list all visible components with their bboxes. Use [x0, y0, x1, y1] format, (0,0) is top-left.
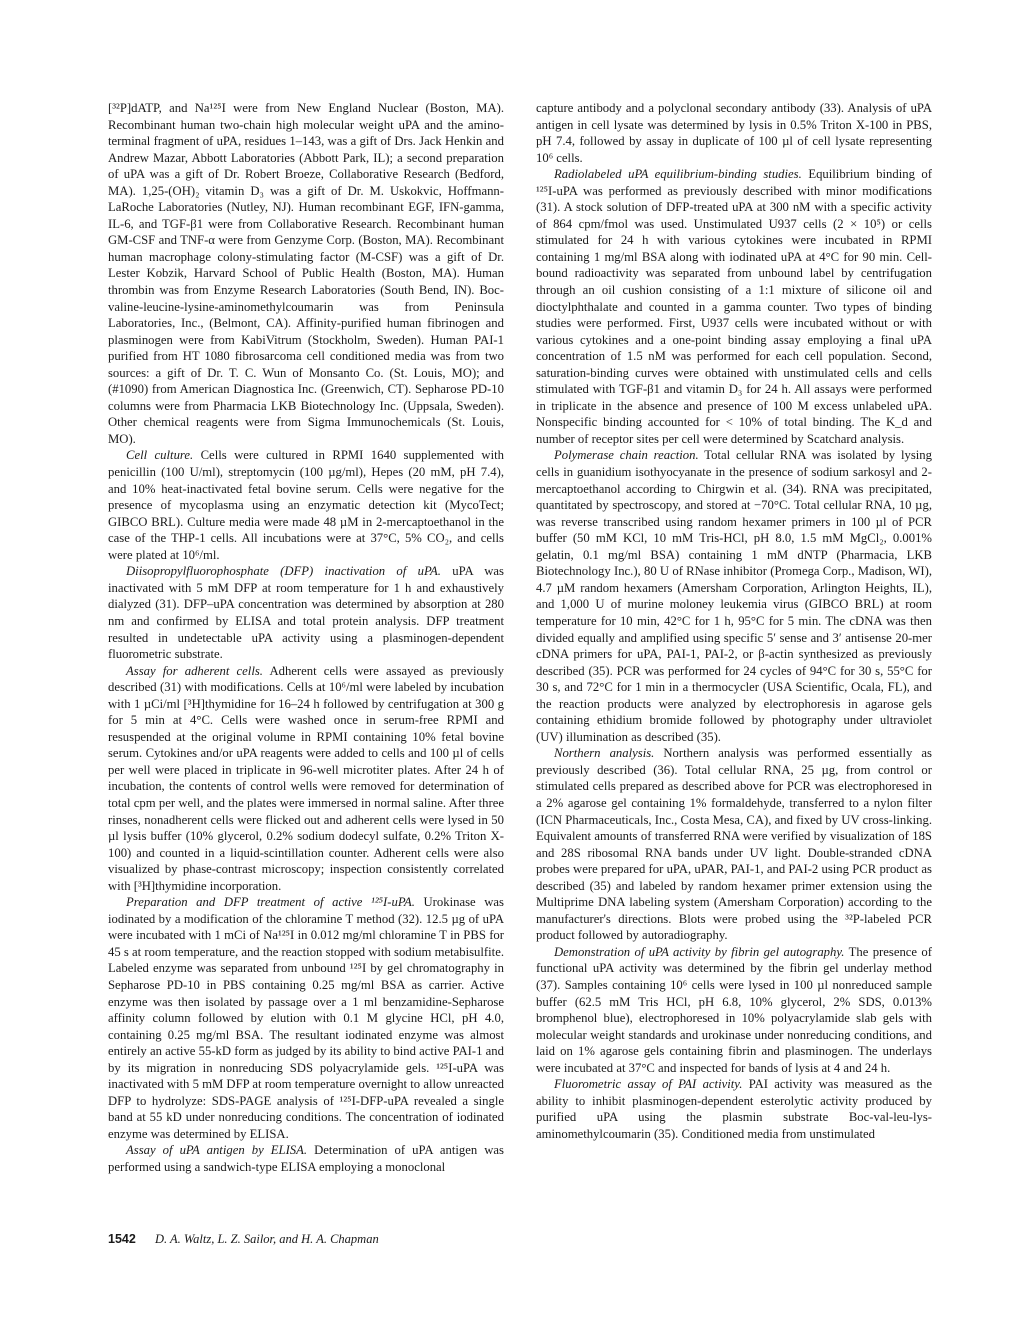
paragraph-adherent-assay: Assay for adherent cells. Adherent cells were assayed as previously described (31) with modifications. Cells at 10⁶/ml were labeled by incubation with 1 µCi/ml [³H]thymidine for 16–24 h followed by centrifugation at 300 g for 5 min at 4°C. Cells were washed once in serum-free RPMI and resuspended at the original volume in RPMI containing 10% fetal bovine serum. Cytokines and/or uPA reagents were added to cells and 100 µl of cells per well were placed in triplicate in 96-well microtiter plates. After 24 h of incubation, the contents of control wells were removed for determination of total cpm per well, and the plates were immersed in normal saline. After three rinses, nonadherent cells were flicked out and adherent cells were lysed in 50 µl lysis buffer (10% glycerol, 0.2% sodium dodecyl sulfate, 0.2% Triton X-100) and counted in a liquid-scintillation counter. Adherent cells were also visualized by phase-contrast microscopy; inspection consistently correlated with [³H]thymidine incorporation. — [108, 663, 504, 893]
paragraph-fibrin-autography: Demonstration of uPA activity by fibrin gel autography. The presence of functional uPA activity was determined by the fibrin gel underlay method (37). Samples containing 10⁶ cells were lysed in 100 µl nonreduced sample buffer (62.5 mM Tris HCl, pH 6.8, 10% glycerol, 2% SDS, 0.013% bromphenol blue), electrophoresed in 10% polyacrylamide slab gels with molecular weight standards and urokinase under nonreducing conditions, and laid on 1% agarose gels containing fibrin and plasminogen. The underlays were incubated at 37°C and inspected for bands of lysis at 4 and 24 h. — [536, 944, 932, 1075]
paragraph-dfp-inactivation: Diisopropylfluorophosphate (DFP) inactivation of uPA. uPA was inactivated with 5 mM DFP at room temperature for 1 h and exhaustively dialyzed (31). DFP–uPA concentration was determined by absorption at 280 nm and confirmed by ELISA and total protein analysis. DFP treatment resulted in undetectable uPA activity using a plasminogen-dependent fluorometric substrate. — [108, 564, 504, 662]
section-heading: Northern analysis. — [554, 746, 655, 761]
running-authors: D. A. Waltz, L. Z. Sailor, and H. A. Chapman — [154, 1232, 379, 1246]
section-heading: Radiolabeled uPA equilibrium-binding studies. — [554, 167, 802, 182]
section-heading: Diisopropylfluorophosphate (DFP) inactivation of uPA. — [126, 564, 441, 579]
paragraph-iodinated-upa: Preparation and DFP treatment of active ¹²⁵I-uPA. Urokinase was iodinated by a modification of the chloramine T method (32). 12.5 µg of uPA were incubated with 1 mCi of Na¹²⁵I in 0.012 mg/ml chloramine T in PBS for 45 s at room temperature, and the reaction stopped with sodium metabisulfite. Labeled enzyme was separated from unbound ¹²⁵I by gel chromatography in Sepharose PD-10 in PBS containing 0.25 mg/ml BSA as carrier. Active enzyme was then isolated by passage over a 1 ml benzamidine-Sepharose affinity column followed by elution with 0.1 M glycine HCl, pH 4.0, containing 0.25 mg/ml BSA. The resultant iodinated enzyme was almost entirely an active 55-kD form as judged by its ability to bind active PAI-1 and by its migration in nonreducing SDS polyacrylamide gels. ¹²⁵I-uPA was inactivated with 5 mM DFP at room temperature overnight to allow unreacted DFP to hydrolyze: SDS-PAGE analysis of ¹²⁵I-DFP-uPA revealed a single band at 55 kD under nonreducing conditions. The concentration of iodinated enzyme was determined by ELISA. — [108, 895, 504, 1141]
section-heading: Assay of uPA antigen by ELISA. — [126, 1143, 308, 1158]
left-column — [108, 100, 504, 1176]
page-number: 1542 — [108, 1232, 136, 1246]
paragraph-pai-assay: Fluorometric assay of PAI activity. PAI activity was measured as the ability to inhibit plasminogen-dependent esterolytic activity produced by purified uPA using the plasmin substrate Boc-val-leu-lys-aminomethylcoumarin (35). Conditioned media from unstimulated — [536, 1077, 932, 1141]
section-heading: Cell culture. — [126, 448, 194, 463]
section-heading: Fluorometric assay of PAI activity. — [554, 1077, 743, 1092]
paragraph-binding-studies: Radiolabeled uPA equilibrium-binding studies. Equilibrium binding of ¹²⁵I-uPA was performed as previously described with minor modifications (31). A stock solution of DFP-treated uPA at 300 nM with a specific activity of 864 cpm/fmol was used. Unstimulated U937 cells (2 × 10⁵) or cells stimulated for 24 h with various cytokines were incubated in RPMI containing 1 mg/ml BSA along with iodinated uPA at 4°C for 90 min. Cell-bound radioactivity was separated from unbound label by centrifugation through an oil cushion consisting of a 1:1 mixture of silicone oil and dioctylphthalate and counted in a gamma counter. Two types of binding studies were performed. First, U937 cells were incubated without or with various cytokines and a one-point binding assay employing a final uPA concentration of 1.5 nM was performed for each cell population. Second, saturation-binding curves were obtained with unstimulated cells and cells stimulated with TGF-β1 and vitamin D₃ for 24 h. All assays were performed in triplicate in the absence and presence of 100 M excess unlabeled uPA. Nonspecific binding accounted for < 10% of total binding. The K_d and number of receptor sites per cell were determined by Scatchard analysis. — [536, 167, 932, 446]
paragraph-elisa-continued: capture antibody and a polyclonal secondary antibody (33). Analysis of uPA antigen in cell lysate was determined by lysis in 0.5% Triton X-100 in PBS, pH 7.4, followed by assay in duplicate of 100 µl of cell lysate representing 10⁶ cells. — [536, 101, 932, 165]
section-heading: Preparation and DFP treatment of active ¹²⁵I-uPA. — [126, 895, 415, 910]
paragraph-materials: [³²P]dATP, and Na¹²⁵I were from New England Nuclear (Boston, MA). Recombinant human two-chain high molecular weight uPA and the amino-terminal fragment of uPA, residues 1–143, was a gift of Drs. Jack Henkin and Andrew Mazar, Abbott Laboratories (Abbott Park, IL); a second preparation of uPA was a gift of Dr. Robert Broeze, Collaborative Research (Bedford, MA). 1,25-(OH)₂ vitamin D₃ was a gift of Dr. M. Uskokvic, Hoffmann-LaRoche Laboratories (Nutley, NJ). Human recombinant EGF, IFN-gamma, IL-6, and TGF-β1 were from Collaborative Research. Recombinant human GM-CSF and TNF-α were from Genzyme Corp. (Boston, MA). Recombinant human macrophage colony-stimulating factor (M-CSF) was a gift of Dr. Lester Kobzik, Harvard School of Public Health (Boston, MA). Human thrombin was from Enzyme Research Laboratories (South Bend, IN). Boc-valine-leucine-lysine-aminomethylcoumarin was from Peninsula Laboratories, Inc., (Belmont, CA). Affinity-purified human fibrinogen and plasminogen were from KabiVitrum (Stockholm, Sweden). Human PAI-1 purified from HT 1080 fibrosarcoma cell conditioned media was from two sources: a gift of Dr. T. C. Wun of Monsanto Co. (St. Louis, MO); and (#1090) from American Diagnostica Inc. (Greenwich, CT). Sepharose PD-10 columns were from Pharmacia LKB Biotechnology Inc. (Uppsala, Sweden). Other chemical reagents were from Sigma Immunochemicals (St. Louis, MO). — [108, 101, 504, 446]
section-heading: Polymerase chain reaction. — [554, 448, 699, 463]
paragraph-northern: Northern analysis. Northern analysis was performed essentially as previously described (36). Total cellular RNA, 25 µg, from control or stimulated cells prepared as described above for PCR was electrophoresed in a 2% agarose gel containing 1% formaldehyde, transferred to a nylon filter (ICN Pharmaceuticals, Inc., Costa Mesa, CA), and fixed by UV cross-linking. Equivalent amounts of transferred RNA were verified by visualization of 18S and 28S ribosomal RNA bands under UV light. Double-stranded cDNA probes were prepared for uPA, uPAR, PAI-1, and PAI-2 using PCR product as described (35) and labeled by random hexamer primer extension using the Multiprime DNA labeling system (Amersham Corporation) according to the manufacturer's directions. Blots were probed using the ³²P-labeled PCR product followed by autoradiography. — [536, 746, 932, 943]
right-column — [536, 100, 932, 1142]
paragraph-pcr: Polymerase chain reaction. Total cellular RNA was isolated by lysing cells in guanidium isothyocyanate in the presence of sodium sarkosyl and 2-mercaptoethanol according to Chirgwin et al. (34). RNA was precipitated, quantitated by spectroscopy, and stored at −70°C. Total cellular RNA, 10 µg, was reverse transcribed using random hexamer primers in 100 µl of PCR buffer (50 mM KCl, 10 mM Tris-HCl, pH 8.0, 1.5 mM MgCl₂, 0.001% gelatin, 0.1 mg/ml BSA) containing 1 mM dNTP (Pharmacia, LKB Biotechnology Inc.), 80 U of RNase inhibitor (Promega Corp., Madison, WI), 4.7 µM random hexamers (Amersham Corporation, Arlington Heights, IL), and 1,000 U of murine moloney leukemia virus (GIBCO BRL) at room temperature for 10 min, 42°C for 1 h, 95°C for 5 min. The cDNA was then divided equally and amplified using specific 5′ sense and 3′ antisense 20-mer cDNA primers for uPA, PAI-1, PAI-2, or β-actin synthesized as previously described (35). PCR was performed for 24 cycles of 94°C for 30 s, 55°C for 30 s, and 72°C for 1 min in a thermocycler (USA Scientific, Ocala, FL), and the reaction products were analyzed by electrophoresis in agarose gels containing ethidium bromide followed by photography under ultraviolet (UV) illumination as described (35). — [536, 448, 932, 744]
paragraph-elisa: Assay of uPA antigen by ELISA. Determination of uPA antigen was performed using a sandwich-type ELISA employing a monoclonal — [108, 1143, 504, 1174]
page-footer — [108, 1232, 508, 1247]
paragraph-cell-culture: Cell culture. Cells were cultured in RPMI 1640 supplemented with penicillin (100 U/ml), streptomycin (100 µg/ml), Hepes (20 mM, pH 7.4), and 10% heat-inactivated fetal bovine serum. Cells were negative for the presence of mycoplasma using an enzymatic detection kit (MycoTect; GIBCO BRL). Culture media were made 48 µM in 2-mercaptoethanol in the case of the THP-1 cells. All incubations were at 37°C, 5% CO₂, and cells were plated at 10⁶/ml. — [108, 448, 504, 562]
section-heading: Assay for adherent cells. — [126, 663, 263, 678]
section-heading: Demonstration of uPA activity by fibrin gel autography. — [554, 944, 845, 959]
